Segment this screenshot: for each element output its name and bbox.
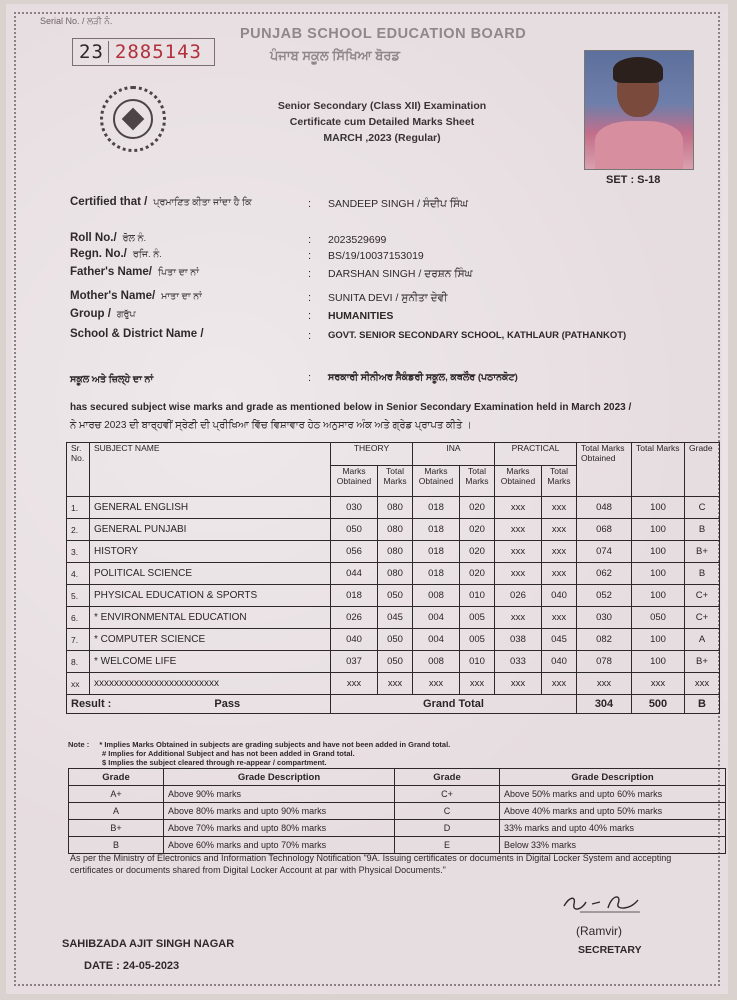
set-code: SET : S-18 (606, 174, 661, 186)
practical-obtained-cell: 026 (494, 585, 541, 607)
ina-obtained-cell: xxx (412, 673, 459, 695)
issue-date: DATE : 24-05-2023 (84, 960, 180, 972)
total-marks-cell: 100 (632, 519, 685, 541)
grade-left: B+ (69, 820, 164, 837)
col-ina-obtained: Marks Obtained (412, 466, 459, 497)
subject-cell: PHYSICAL EDUCATION & SPORTS (90, 585, 331, 607)
roll-label: Roll No./ ਰੋਲ ਨੰ. (70, 232, 147, 244)
grade-desc-left: Above 90% marks (164, 786, 395, 803)
table-row (67, 629, 720, 651)
practical-total-cell: xxx (542, 563, 577, 585)
practical-obtained-cell: xxx (494, 541, 541, 563)
theory-total-cell: 080 (378, 497, 413, 519)
grade-desc-right: 33% marks and upto 40% marks (500, 820, 726, 837)
subject-cell: * WELCOME LIFE (90, 651, 331, 673)
colon: : (308, 372, 312, 384)
grade-row (69, 803, 726, 820)
subject-cell: HISTORY (90, 541, 331, 563)
col-theory-total: Total Marks (378, 466, 413, 497)
serial-prefix: 23 (79, 41, 109, 63)
father-name: DARSHAN SINGH / ਦਰਸ਼ਨ ਸਿੰਘ (328, 268, 473, 280)
colon: : (308, 292, 312, 304)
col-practical-total: Total Marks (542, 466, 577, 497)
sr-cell: 2. (67, 519, 90, 541)
grade-cell: B+ (685, 541, 720, 563)
col-total-obtained: Total Marks Obtained (577, 443, 632, 497)
grade-right: E (395, 837, 500, 854)
grand-total-grade: B (685, 695, 720, 714)
serial-number-box (72, 38, 215, 66)
result-label: Result : (71, 698, 112, 710)
serial-label: Serial No. / ਲੜੀ ਨੰ. (40, 16, 113, 26)
total-marks-cell: 100 (632, 497, 685, 519)
mother-label: Mother's Name/ ਮਾਤਾ ਦਾ ਨਾਂ (70, 290, 202, 302)
theory-total-cell: 050 (378, 629, 413, 651)
practical-total-cell: xxx (542, 607, 577, 629)
statement-punjabi: ਨੇ ਮਾਰਚ 2023 ਦੀ ਬਾਰ੍ਹਵੀਂ ਸ੍ਰੇਣੀ ਦੀ ਪ੍ਰੀਖਿਆ ਵਿੱਚ ਵਿਸ਼ਾਵਾਰ ਹੇਠ ਅਨੁਸਾਰ ਅੰਕ ਅਤੇ ਗ੍ਰੇਡ ਪ੍ਰਾਪਤ ਕੀਤੇ । (70, 420, 472, 431)
student-name: SANDEEP SINGH / ਸੰਦੀਪ ਸਿੰਘ (328, 198, 468, 210)
signatory-name: (Ramvir) (576, 924, 622, 938)
grade-right: C+ (395, 786, 500, 803)
theory-obtained-cell: 044 (331, 563, 378, 585)
total-obtained-cell: xxx (577, 673, 632, 695)
total-obtained-cell: 048 (577, 497, 632, 519)
grade-desc-left: Above 60% marks and upto 70% marks (164, 837, 395, 854)
colon: : (308, 310, 312, 322)
practical-obtained-cell: 033 (494, 651, 541, 673)
grade-desc-left: Above 70% marks and upto 80% marks (164, 820, 395, 837)
grade-description-table (68, 768, 726, 854)
theory-total-cell: 050 (378, 651, 413, 673)
ina-obtained-cell: 008 (412, 651, 459, 673)
board-title-punjabi: ਪੰਜਾਬ ਸਕੂਲ ਸਿੱਖਿਆ ਬੋਰਡ (270, 48, 400, 63)
colon: : (308, 330, 312, 342)
grade-header-left: Grade (69, 769, 164, 786)
grade-cell: B (685, 563, 720, 585)
ina-total-cell: 020 (460, 563, 495, 585)
result-value: Pass (214, 698, 241, 710)
note-label: Note : (68, 740, 90, 749)
grade-right: C (395, 803, 500, 820)
colon: : (308, 234, 312, 246)
practical-obtained-cell: xxx (494, 673, 541, 695)
ina-obtained-cell: 008 (412, 585, 459, 607)
grand-total-label: Grand Total (331, 695, 577, 714)
col-subject: SUBJECT NAME (90, 443, 331, 497)
board-title: PUNJAB SCHOOL EDUCATION BOARD (240, 26, 527, 42)
grade-desc-right: Above 50% marks and upto 60% marks (500, 786, 726, 803)
total-marks-cell: xxx (632, 673, 685, 695)
practical-obtained-cell: xxx (494, 563, 541, 585)
practical-total-cell: xxx (542, 541, 577, 563)
exam-title-line2: Certificate cum Detailed Marks Sheet (289, 116, 475, 128)
ministry-notification: As per the Ministry of Electronics and Information Technology Notification "9A. Issuing certificates or documents in Digital Locker System and accepting certificates or documents shared from Digital Locker Account at par with Physical Documents." (70, 853, 672, 875)
colon: : (308, 268, 312, 280)
sr-cell: 5. (67, 585, 90, 607)
grade-cell: xxx (685, 673, 720, 695)
regn-label: Regn. No./ ਰਜਿ. ਨੰ. (70, 248, 162, 260)
result-cell (67, 695, 331, 714)
ina-total-cell: 005 (460, 607, 495, 629)
sr-cell: 3. (67, 541, 90, 563)
grade-cell: B+ (685, 651, 720, 673)
col-sr: Sr. No. (67, 443, 90, 497)
theory-total-cell: 080 (378, 563, 413, 585)
statement-english: has secured subject wise marks and grade as mentioned below in Senior Secondary Examination held in March 2023 / (70, 402, 632, 413)
grade-row (69, 837, 726, 854)
total-marks-cell: 100 (632, 563, 685, 585)
table-row (67, 607, 720, 629)
grade-cell: C+ (685, 585, 720, 607)
subject-cell: GENERAL ENGLISH (90, 497, 331, 519)
ina-total-cell: 010 (460, 651, 495, 673)
table-row (67, 673, 720, 695)
grade-right: D (395, 820, 500, 837)
col-theory: THEORY (331, 443, 413, 466)
practical-total-cell: xxx (542, 497, 577, 519)
col-practical-obtained: Marks Obtained (494, 466, 541, 497)
marks-table (66, 442, 720, 714)
total-marks-cell: 100 (632, 651, 685, 673)
ina-total-cell: 020 (460, 497, 495, 519)
colon: : (308, 250, 312, 262)
table-row (67, 651, 720, 673)
col-theory-obtained: Marks Obtained (331, 466, 378, 497)
board-emblem-icon (100, 86, 166, 152)
total-marks-cell: 100 (632, 541, 685, 563)
theory-total-cell: 050 (378, 585, 413, 607)
school-label-punjabi: ਸਕੂਲ ਅਤੇ ਜ਼ਿਲ੍ਹੇ ਦਾ ਨਾਂ (70, 374, 154, 385)
practical-obtained-cell: 038 (494, 629, 541, 651)
grade-left: B (69, 837, 164, 854)
roll-number: 2023529699 (328, 234, 387, 246)
theory-obtained-cell: 050 (331, 519, 378, 541)
school-name: GOVT. SENIOR SECONDARY SCHOOL, KATHLAUR (PATHANKOT) (328, 330, 627, 341)
signatory-designation: SECRETARY (578, 944, 642, 956)
grade-left: A+ (69, 786, 164, 803)
col-total-marks: Total Marks (632, 443, 685, 497)
total-obtained-cell: 052 (577, 585, 632, 607)
grade-cell: C+ (685, 607, 720, 629)
sr-cell: 4. (67, 563, 90, 585)
grade-desc-left: Above 80% marks and upto 90% marks (164, 803, 395, 820)
theory-total-cell: 080 (378, 519, 413, 541)
total-obtained-cell: 068 (577, 519, 632, 541)
practical-total-cell: xxx (542, 673, 577, 695)
practical-total-cell: 040 (542, 585, 577, 607)
practical-total-cell: xxx (542, 519, 577, 541)
theory-obtained-cell: 030 (331, 497, 378, 519)
theory-obtained-cell: 018 (331, 585, 378, 607)
theory-total-cell: 045 (378, 607, 413, 629)
certified-label: Certified that / ਪ੍ਰਮਾਣਿਤ ਕੀਤਾ ਜਾਂਦਾ ਹੈ ਕਿ (70, 196, 252, 208)
ina-obtained-cell: 018 (412, 541, 459, 563)
total-obtained-cell: 082 (577, 629, 632, 651)
subject-cell: xxxxxxxxxxxxxxxxxxxxxxxxx (90, 673, 331, 695)
exam-title-line3: MARCH ,2023 (Regular) (323, 132, 441, 144)
notes (68, 740, 450, 767)
sr-cell: 7. (67, 629, 90, 651)
practical-total-cell: 045 (542, 629, 577, 651)
grand-total-obtained: 304 (577, 695, 632, 714)
ina-obtained-cell: 004 (412, 629, 459, 651)
practical-obtained-cell: xxx (494, 607, 541, 629)
ina-obtained-cell: 018 (412, 519, 459, 541)
secretary-signature (560, 890, 646, 914)
grade-desc-header-left: Grade Description (164, 769, 395, 786)
school-label: School & District Name / (70, 328, 204, 340)
total-obtained-cell: 062 (577, 563, 632, 585)
exam-title-line1: Senior Secondary (Class XII) Examination (277, 100, 487, 112)
total-marks-cell: 100 (632, 585, 685, 607)
table-row (67, 541, 720, 563)
subject-cell: * ENVIRONMENTAL EDUCATION (90, 607, 331, 629)
ina-total-cell: 020 (460, 541, 495, 563)
grade-row (69, 820, 726, 837)
sr-cell: 8. (67, 651, 90, 673)
total-marks-cell: 050 (632, 607, 685, 629)
practical-obtained-cell: xxx (494, 519, 541, 541)
grade-desc-right: Below 33% marks (500, 837, 726, 854)
serial-number: 2885143 (114, 41, 202, 63)
sr-cell: xx (67, 673, 90, 695)
total-obtained-cell: 078 (577, 651, 632, 673)
subject-cell: POLITICAL SCIENCE (90, 563, 331, 585)
colon: : (308, 198, 312, 210)
school-name-punjabi: ਸਰਕਾਰੀ ਸੀਨੀਅਰ ਸੈਕੰਡਰੀ ਸਕੂਲ, ਕਥਲੌਰ (ਪਠਾਨਕੋਟ) (328, 372, 518, 383)
grade-desc-header-right: Grade Description (500, 769, 726, 786)
theory-obtained-cell: 026 (331, 607, 378, 629)
table-row (67, 585, 720, 607)
grade-row (69, 786, 726, 803)
practical-total-cell: 040 (542, 651, 577, 673)
sr-cell: 6. (67, 607, 90, 629)
note-line3: $ Implies the subject cleared through re-appear / compartment. (102, 758, 327, 767)
theory-obtained-cell: xxx (331, 673, 378, 695)
theory-total-cell: 080 (378, 541, 413, 563)
grade-header-right: Grade (395, 769, 500, 786)
total-obtained-cell: 030 (577, 607, 632, 629)
col-ina-total: Total Marks (460, 466, 495, 497)
theory-obtained-cell: 056 (331, 541, 378, 563)
col-practical: PRACTICAL (494, 443, 576, 466)
ina-obtained-cell: 004 (412, 607, 459, 629)
subject-cell: GENERAL PUNJABI (90, 519, 331, 541)
issue-place: SAHIBZADA AJIT SINGH NAGAR (62, 938, 235, 950)
note-line2: # Implies for Additional Subject and has not been added in Grand total. (102, 749, 355, 758)
ina-obtained-cell: 018 (412, 497, 459, 519)
table-row (67, 497, 720, 519)
group-name: HUMANITIES (328, 310, 394, 322)
regn-number: BS/19/10037153019 (328, 250, 424, 262)
father-label: Father's Name/ ਪਿਤਾ ਦਾ ਨਾਂ (70, 266, 199, 278)
marks-sheet (6, 4, 728, 994)
col-ina: INA (412, 443, 494, 466)
total-obtained-cell: 074 (577, 541, 632, 563)
practical-obtained-cell: xxx (494, 497, 541, 519)
theory-obtained-cell: 037 (331, 651, 378, 673)
ina-total-cell: xxx (460, 673, 495, 695)
grade-cell: B (685, 519, 720, 541)
grade-left: A (69, 803, 164, 820)
total-marks-cell: 100 (632, 629, 685, 651)
sr-cell: 1. (67, 497, 90, 519)
student-photo (584, 50, 694, 170)
exam-title (242, 98, 522, 146)
grade-cell: A (685, 629, 720, 651)
table-row (67, 519, 720, 541)
ina-total-cell: 020 (460, 519, 495, 541)
group-label: Group / ਗਰੁੱਪ (70, 308, 136, 320)
subject-cell: * COMPUTER SCIENCE (90, 629, 331, 651)
theory-obtained-cell: 040 (331, 629, 378, 651)
col-grade: Grade (685, 443, 720, 497)
table-row (67, 563, 720, 585)
grade-desc-right: Above 40% marks and upto 50% marks (500, 803, 726, 820)
ina-total-cell: 005 (460, 629, 495, 651)
ina-total-cell: 010 (460, 585, 495, 607)
grade-cell: C (685, 497, 720, 519)
mother-name: SUNITA DEVI / ਸੁਨੀਤਾ ਦੇਵੀ (328, 292, 448, 304)
ina-obtained-cell: 018 (412, 563, 459, 585)
theory-total-cell: xxx (378, 673, 413, 695)
note-line1: * Implies Marks Obtained in subjects are grading subjects and have not been added in Grand total. (99, 740, 451, 749)
grand-total-marks: 500 (632, 695, 685, 714)
